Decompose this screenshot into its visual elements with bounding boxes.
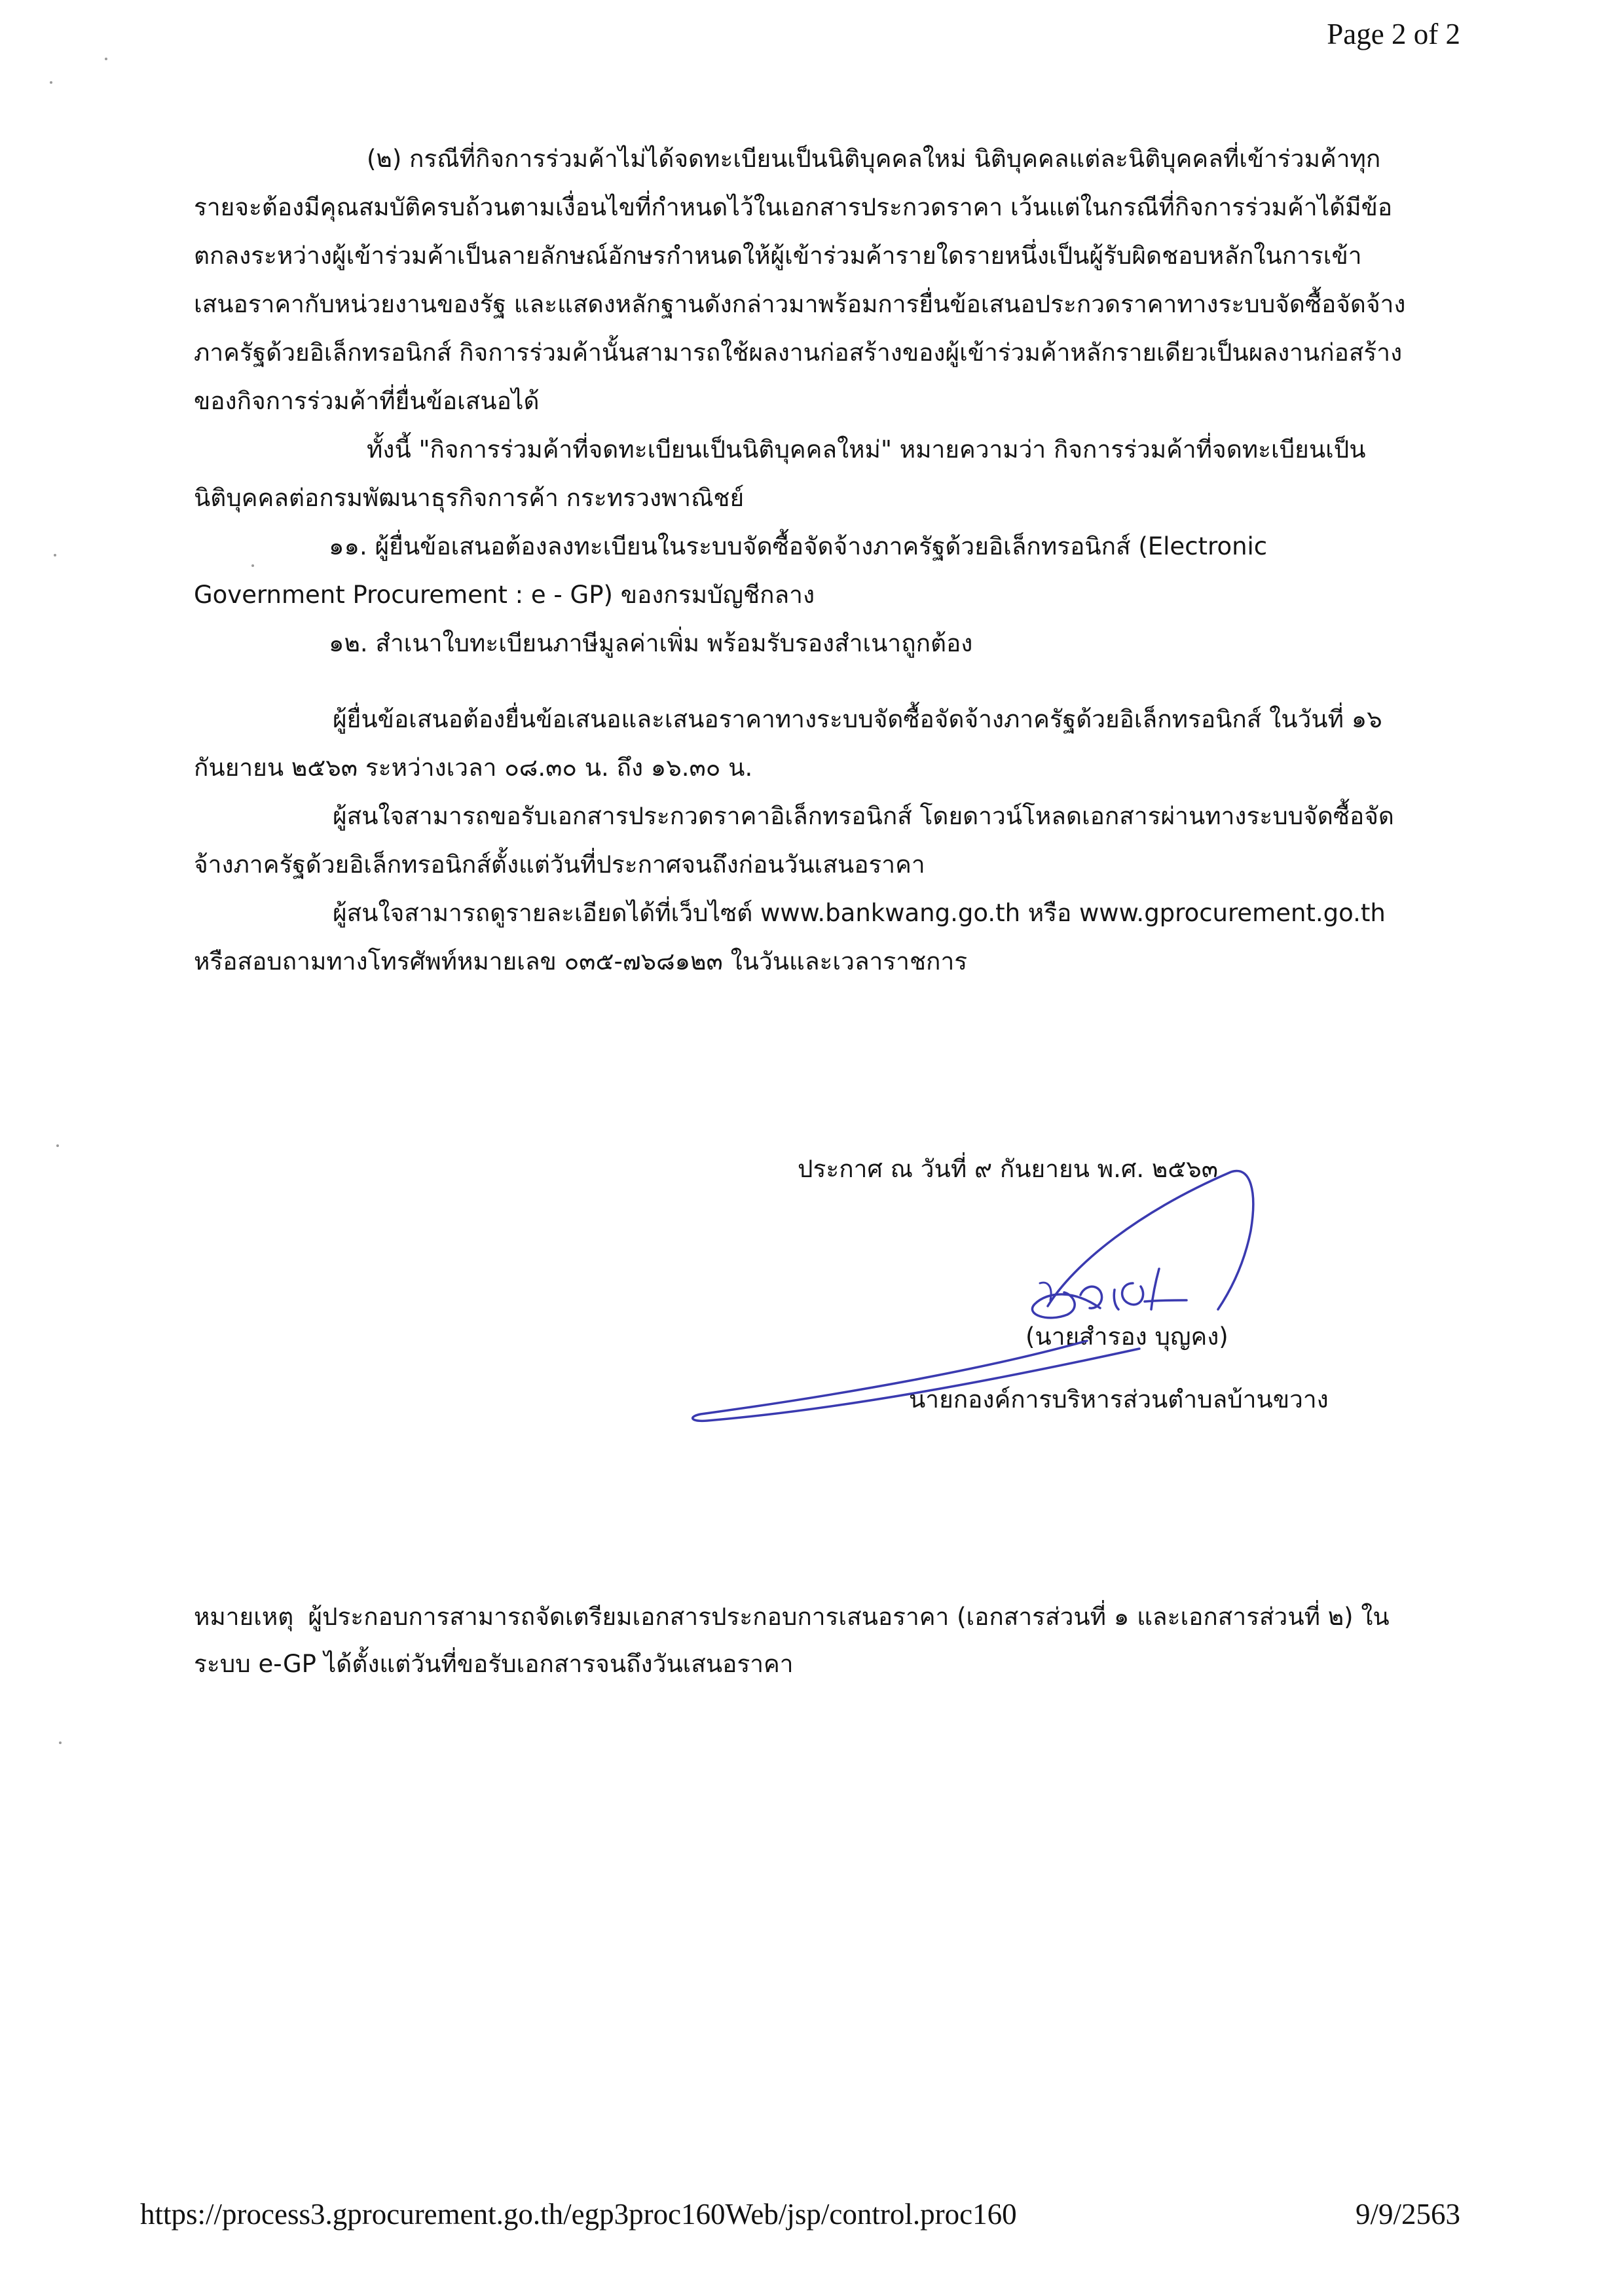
handwritten-signature [681, 1152, 1310, 1440]
footer-url: https://process3.gprocurement.go.th/egp3proc160Web/jsp/control.proc160 [140, 2198, 1017, 2231]
scan-speck [56, 1144, 59, 1147]
announcement-body [194, 135, 1412, 986]
paragraph-submission: ผู้ยื่นข้อเสนอต้องยื่นข้อเสนอและเสนอราคาทางระบบจัดซื้อจัดจ้างภาครัฐด้วยอิเล็กทรอนิกส์ ในวันที่ ๑๖ กันยายน ๒๕๖๓ ระหว่างเวลา ๐๘.๓๐ น. ถึง ๑๖.๓๐ น. [194, 705, 1382, 782]
note-text: ผู้ประกอบการสามารถจัดเตรียมเอกสารประกอบการเสนอราคา (เอกสารส่วนที่ ๑ และเอกสารส่วนที่ ๒) ในระบบ e-GP ได้ตั้งแต่วันที่ขอรับเอกสารจนถึงวันเสนอราคา [194, 1603, 1390, 1678]
note-label: หมายเหตุ [194, 1603, 294, 1631]
paragraph-joint-venture: (๒) กรณีที่กิจการร่วมค้าไม่ได้จดทะเบียนเป็นนิติบุคคลใหม่ นิติบุคคลแต่ละนิติบุคคลที่เข้าร่วมค้าทุกรายจะต้องมีคุณสมบัติครบถ้วนตามเงื่อนไขที่กำหนดไว้ในเอกสารประกวดราคา เว้นแต่ในกรณีที่กิจการร่วมค้าได้มีข้อตกลงระหว่างผู้เข้าร่วมค้าเป็นลายลักษณ์อักษรกำหนดให้ผู้เข้าร่วมค้ารายใดรายหนึ่งเป็นผู้รับผิดชอบหลักในการเข้าเสนอราคากับหน่วยงานของรัฐ และแสดงหลักฐานดังกล่าวมาพร้อมการยื่นข้อเสนอประกวดราคาทางระบบจัดซื้อจัดจ้างภาครัฐด้วยอิเล็กทรอนิกส์ กิจการร่วมค้านั้นสามารถใช้ผลงานก่อสร้างของผู้เข้าร่วมค้าหลักรายเดียวเป็นผลงานก่อสร้างของกิจการร่วมค้าที่ยื่นข้อเสนอได้ [194, 145, 1406, 415]
paragraph-item-11: ๑๑. ผู้ยื่นข้อเสนอต้องลงทะเบียนในระบบจัดซื้อจัดจ้างภาครัฐด้วยอิเล็กทรอนิกส์ (Electronic Government Procurement : e - GP) ของกรมบัญชีกลาง [194, 532, 1268, 609]
footer-date: 9/9/2563 [1355, 2198, 1460, 2231]
paragraph-download: ผู้สนใจสามารถขอรับเอกสารประกวดราคาอิเล็กทรอนิกส์ โดยดาวน์โหลดเอกสารผ่านทางระบบจัดซื้อจัดจ้างภาครัฐด้วยอิเล็กทรอนิกส์ตั้งแต่วันที่ประกาศจนถึงก่อนวันเสนอราคา [194, 802, 1394, 879]
paragraph-contact: ผู้สนใจสามารถดูรายละเอียดได้ที่เว็บไซต์ www.bankwang.go.th หรือ www.gprocurement.go.th หรือสอบถามทางโทรศัพท์หมายเลข ๐๓๕-๗๖๘๑๒๓ ในวันและเวลาราชการ [194, 899, 1386, 975]
scan-speck [54, 554, 56, 556]
scan-speck [105, 58, 107, 60]
page-number: Page 2 of 2 [1327, 18, 1460, 50]
signer-position: นายกองค์การบริหารส่วนตำบลบ้านขวาง [909, 1385, 1329, 1413]
paragraph-item-12: ๑๒. สำเนาใบทะเบียนภาษีมูลค่าเพิ่ม พร้อมรับรองสำเนาถูกต้อง [329, 629, 973, 657]
scan-speck [251, 564, 254, 567]
paragraph-definition: ทั้งนี้ "กิจการร่วมค้าที่จดทะเบียนเป็นนิติบุคคลใหม่" หมายความว่า กิจการร่วมค้าที่จดทะเบียนเป็นนิติบุคคลต่อกรมพัฒนาธุรกิจการค้า กระทรวงพาณิชย์ [194, 435, 1366, 512]
footnote [194, 1594, 1425, 1688]
scan-speck [50, 81, 52, 84]
signer-name: (นายสำรอง บุญคง) [1025, 1322, 1228, 1351]
announce-date: ประกาศ ณ วันที่ ๙ กันยายน พ.ศ. ๒๕๖๓ [798, 1155, 1219, 1183]
scan-speck [59, 1741, 62, 1744]
